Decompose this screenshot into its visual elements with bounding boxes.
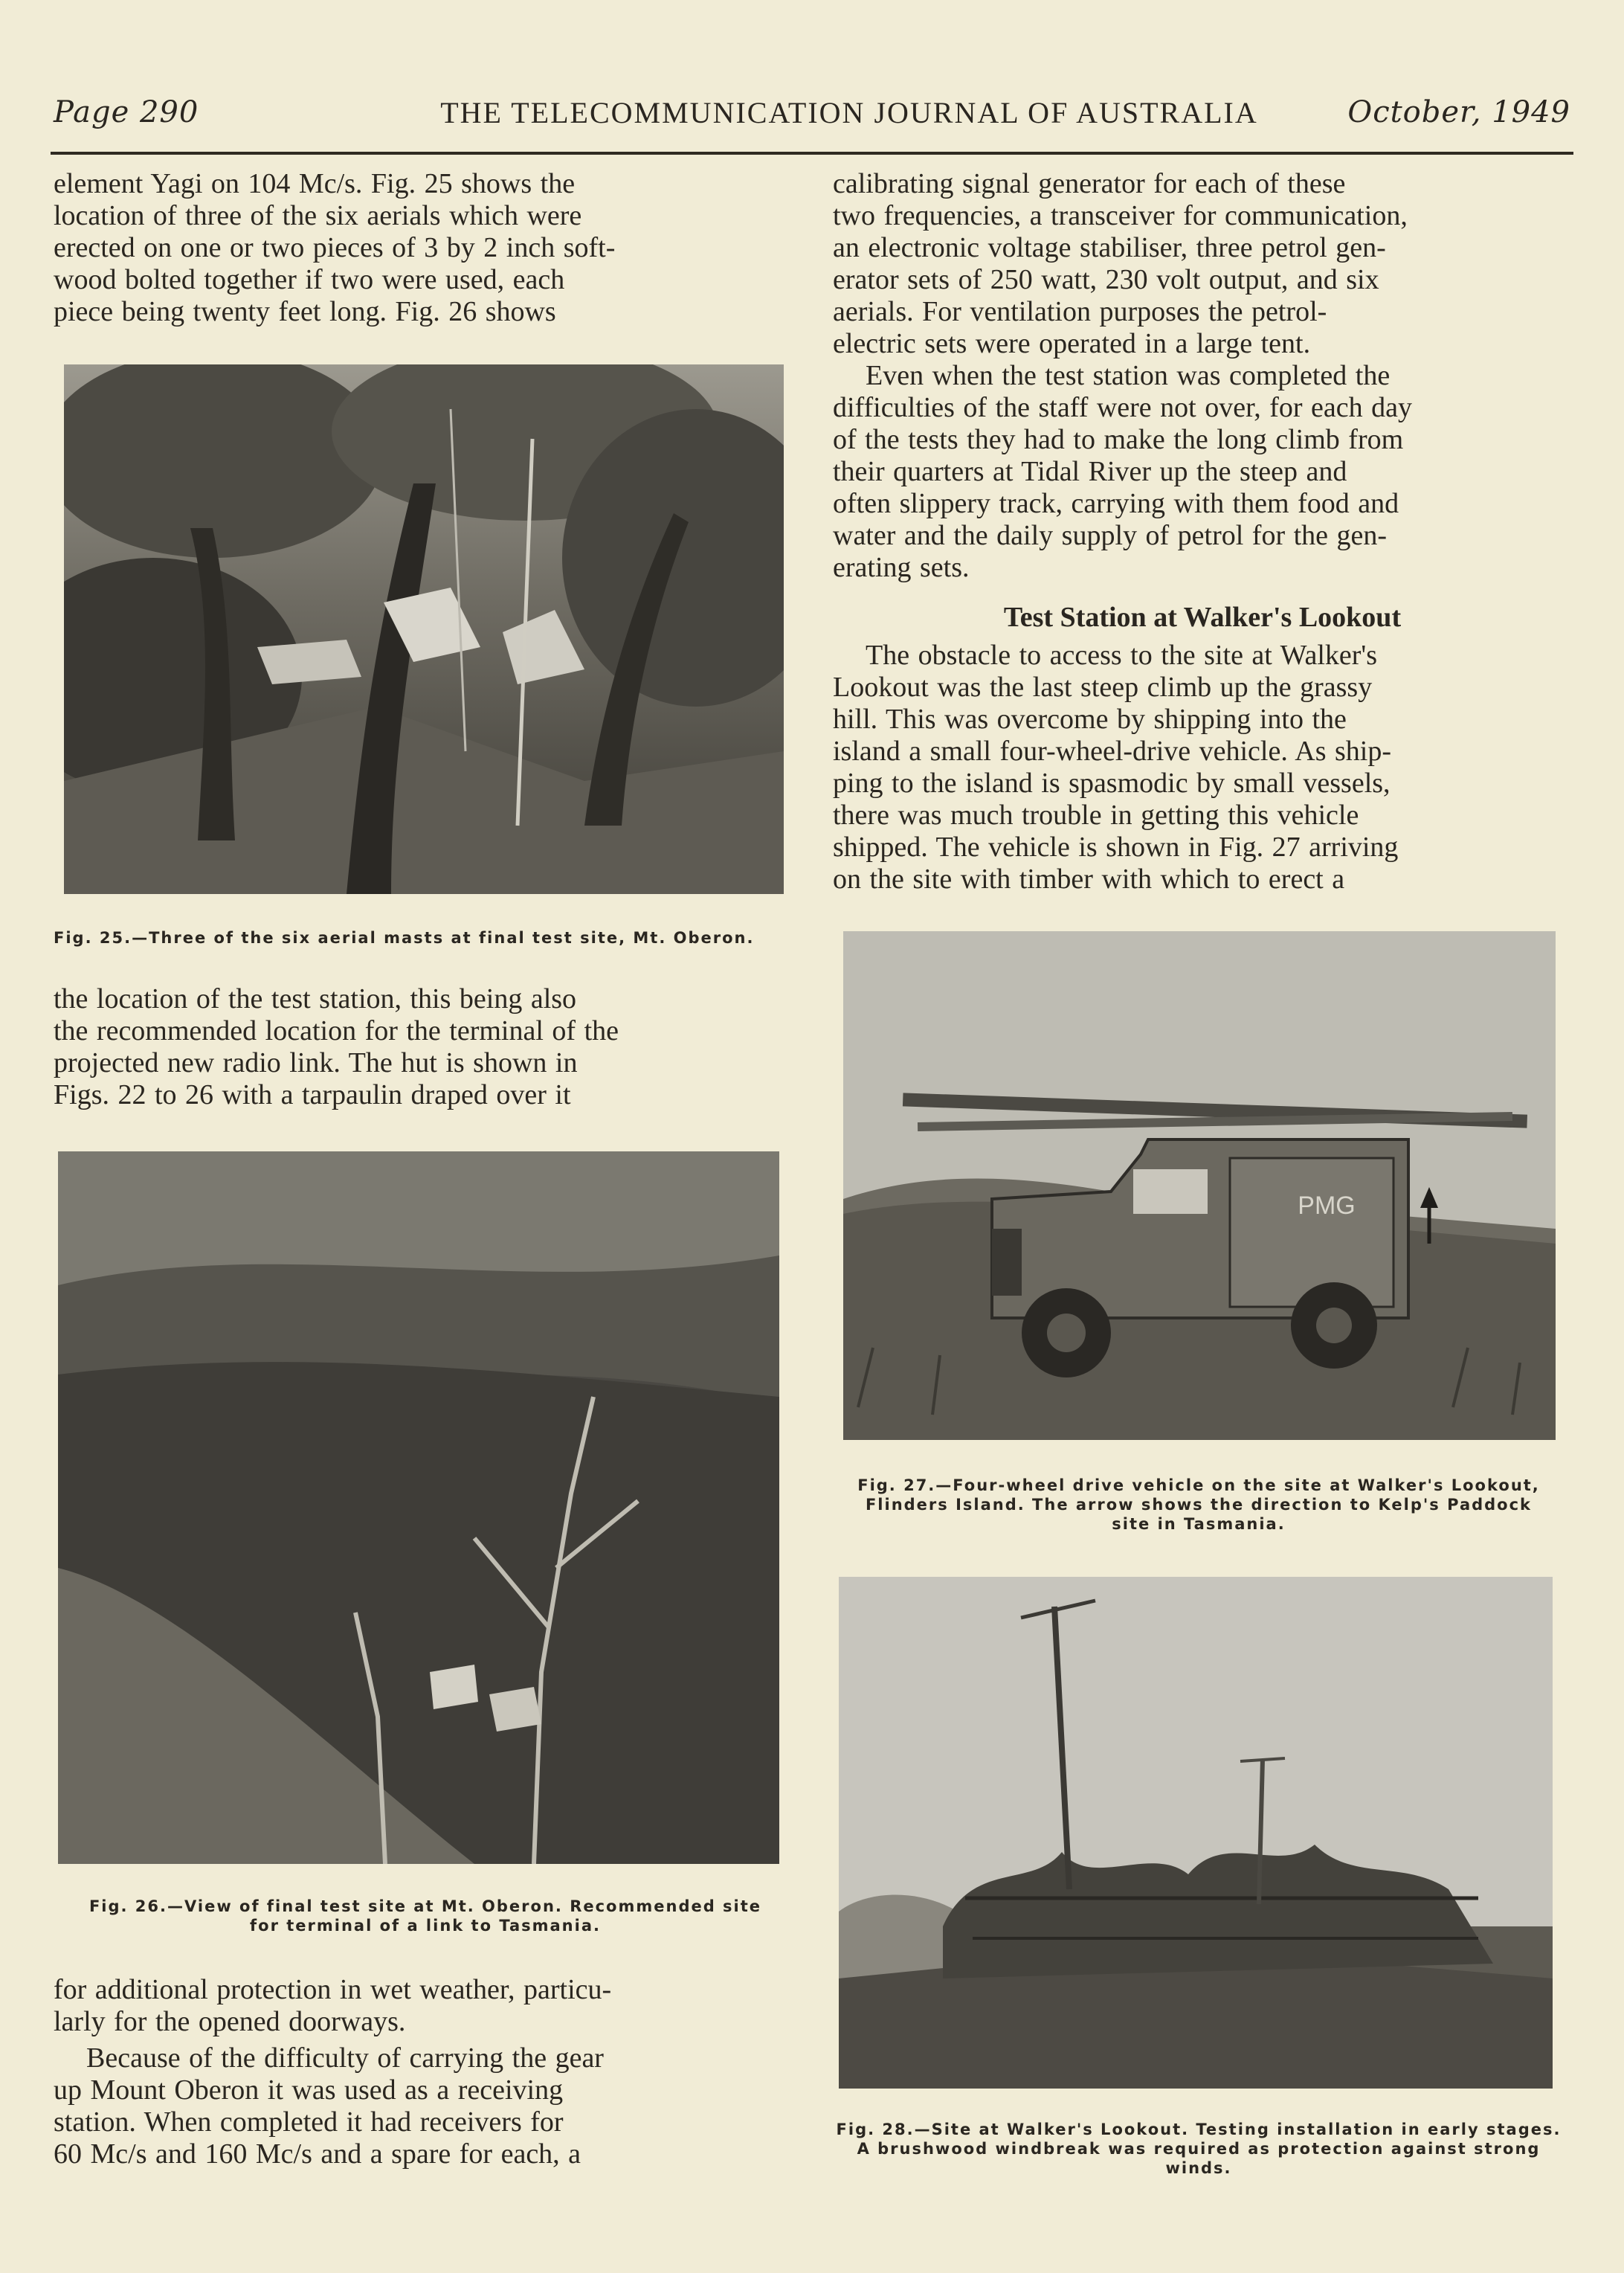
right-paragraph-3: The obstacle to access to the site at Walker's Lookout was the last steep climb up the grassy hill. This was overcome by shipping into the island a small four-wheel-drive vehicle. As ship- ping to the island is spasmodic by small vessels, there was much trouble in getting this vehicle shipped. The vehicle is shown in Fig. 27 arriving on the site with timber with which to erect a — [833, 640, 1399, 895]
issue-date: October, 1949 — [1347, 95, 1570, 129]
section-heading: Test Station at Walker's Lookout — [1003, 602, 1402, 633]
fig28-caption: Fig. 28.—Site at Walker's Lookout. Testing installation in early stages. A brushwood windbreak was required as protection against strong winds. — [836, 2121, 1562, 2177]
fig28-photo — [839, 1577, 1553, 2089]
header-rule — [51, 152, 1573, 155]
fig27-caption: Fig. 27.—Four-wheel drive vehicle on the site at Walker's Lookout, Flinders Island. The arrow shows the direction to Kelp's Paddock site in Tasmania. — [857, 1476, 1540, 1533]
left-paragraph-2: the location of the test station, this being also the recommended location for the terminal of the projected new radio link. The hut is shown in Figs. 22 to 26 with a tarpaulin draped over it — [54, 983, 619, 1110]
journal-title: THE TELECOMMUNICATION JOURNAL OF AUSTRALIA — [440, 96, 1258, 129]
fig26-photo — [58, 1151, 779, 1864]
fig27-photo — [843, 931, 1556, 1440]
left-paragraph-4: Because of the difficulty of carrying the gear up Mount Oberon it was used as a receiving station. When completed it had receivers for 60 Mc/s and 160 Mc/s and a spare for each, a — [54, 2042, 604, 2170]
page-number: Page 290 — [54, 95, 199, 129]
fig25-photo — [64, 364, 784, 894]
fig26-caption: Fig. 26.—View of final test site at Mt. Oberon. Recommended site for terminal of a link to Tasmania. — [88, 1897, 762, 1935]
right-paragraph-2: Even when the test station was completed the difficulties of the staff were not over, for each day of the tests they had to make the long climb from their quarters at Tidal River up the steep and often slippery track, carrying with them food and water and the daily supply of petrol for the gen- erating sets. — [833, 360, 1413, 583]
fig25-caption: Fig. 25.—Three of the six aerial masts at final test site, Mt. Oberon. — [54, 929, 755, 947]
left-paragraph-3: for additional protection in wet weather, particu- larly for the opened doorways. — [54, 1974, 612, 2037]
vehicle-lettering: PMG — [1298, 1192, 1356, 1220]
right-paragraph-1: calibrating signal generator for each of these two frequencies, a transceiver for communication, an electronic voltage stabiliser, three petrol gen- erator sets of 250 watt, 230 volt output, and six aerials. For ventilation purposes the petrol- electric sets were operated in a large tent. — [833, 168, 1408, 359]
left-paragraph-1: element Yagi on 104 Mc/s. Fig. 25 shows the location of three of the six aerials which were erected on one or two pieces of 3 by 2 inch soft- wood bolted together if two were used, each piece being twenty feet long. Fig. 26 shows — [54, 168, 616, 327]
page-header — [54, 95, 1570, 140]
